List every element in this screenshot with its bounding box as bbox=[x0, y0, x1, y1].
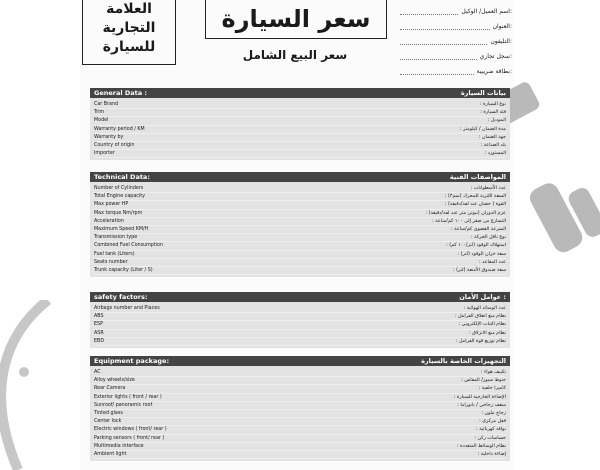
row-label-en: ESP bbox=[94, 322, 103, 328]
row-label-en: Exterior lights ( front / rear ) bbox=[94, 394, 162, 400]
dealer-field: سجل تجاري: bbox=[400, 45, 512, 60]
row-label-ar: بلد الصناعة : bbox=[480, 142, 506, 148]
table-row bbox=[94, 435, 506, 443]
dealer-field: التليفون: bbox=[400, 30, 512, 45]
table-row bbox=[94, 134, 506, 142]
row-label-en: EBD bbox=[94, 338, 105, 344]
table-row bbox=[94, 210, 506, 218]
table-row bbox=[94, 218, 506, 226]
row-label-ar: المستورد : bbox=[484, 151, 506, 157]
table-row bbox=[94, 451, 506, 459]
row-label-ar: نظام منع الانزلاق : bbox=[469, 330, 506, 336]
section-rows bbox=[90, 98, 510, 160]
row-label-ar: زجاج ملون : bbox=[481, 410, 506, 416]
row-label-en: AC bbox=[94, 370, 101, 375]
row-label-en: Number of Cylinders bbox=[94, 186, 144, 191]
dealer-field: العنوان: bbox=[400, 15, 512, 30]
row-label-en: Importer bbox=[94, 151, 115, 157]
table-row bbox=[94, 117, 506, 125]
section-rows bbox=[90, 366, 510, 461]
section-equipment bbox=[90, 356, 510, 461]
row-label-ar: القوة ( حصان عند لفة/دقيقة) : bbox=[444, 202, 506, 208]
row-label-ar: كاميرا خلفية : bbox=[478, 386, 506, 392]
section-header: Technical Data: المواصفات الفنية bbox=[90, 172, 510, 182]
section-header: safety factors: عوامل الأمان : bbox=[90, 292, 510, 302]
table-row bbox=[94, 251, 506, 259]
row-label-ar: نظام الثبات الإلكتروني : bbox=[458, 322, 506, 328]
row-label-en: Seats number bbox=[94, 259, 128, 265]
section-technical bbox=[90, 172, 510, 277]
brand-line-3: للسيارة bbox=[102, 39, 156, 55]
table-row bbox=[94, 126, 506, 134]
row-label-ar: تكييف هواء : bbox=[480, 370, 506, 375]
row-label-ar: استهلاك الوقود (لتر/١٠٠ كم) : bbox=[446, 243, 506, 249]
row-label-ar: حساسات ركن : bbox=[474, 435, 506, 441]
row-label-en: Airbags number and Places bbox=[94, 306, 160, 311]
dealer-field: بطاقة ضريبية: bbox=[400, 60, 512, 75]
row-label-en: Warranty period / KM bbox=[94, 126, 145, 132]
row-label-en: Country of origin bbox=[94, 142, 135, 148]
row-label-en: Acceleration bbox=[94, 218, 124, 224]
row-label-en: Fuel tank (Liters) bbox=[94, 251, 135, 257]
table-row bbox=[94, 259, 506, 267]
table-row bbox=[94, 267, 506, 275]
row-label-ar: التسارع من صفر إلى ١٠٠ كم/ساعة : bbox=[432, 218, 506, 224]
table-row bbox=[94, 234, 506, 242]
table-row bbox=[94, 426, 506, 434]
price-title-box bbox=[205, 0, 387, 39]
dealer-info bbox=[400, 0, 512, 75]
table-row bbox=[94, 402, 506, 410]
table-row bbox=[94, 142, 506, 150]
table-row bbox=[94, 369, 506, 377]
table-row bbox=[94, 410, 506, 418]
table-row bbox=[94, 321, 506, 329]
row-label-ar: نوع السيارة : bbox=[479, 102, 506, 107]
table-row bbox=[94, 394, 506, 402]
row-label-ar: السعة اللترية للمحرك (سم٣) : bbox=[444, 194, 506, 200]
row-label-ar: عدد المقاعد : bbox=[478, 259, 506, 265]
row-label-en: Model bbox=[94, 118, 109, 124]
row-label-en: Trunk capacity (Liter / S) bbox=[94, 267, 153, 273]
table-row bbox=[94, 385, 506, 393]
table-row bbox=[94, 193, 506, 201]
brand-line-1: العلامة bbox=[106, 1, 152, 17]
table-row bbox=[94, 242, 506, 250]
row-label-ar: عزم الدوران (نيوتن متر عند لفة/دقيقة) : bbox=[425, 210, 506, 216]
row-label-ar: مدة الضمان / كيلومتر : bbox=[459, 126, 506, 132]
watermark-curve bbox=[0, 300, 58, 470]
row-label-ar: نظام منع انغلاق الفرامل : bbox=[455, 314, 506, 320]
price-subtitle: سعر البيع الشامل bbox=[242, 48, 348, 62]
row-label-en: ASR bbox=[94, 330, 104, 336]
row-label-en: Maximum Speed KM/H bbox=[94, 226, 149, 232]
section-safety bbox=[90, 292, 510, 348]
row-label-ar: نوافذ كهربائية : bbox=[476, 427, 506, 433]
table-row bbox=[94, 150, 506, 158]
row-label-ar: سقف زجاجي / بانوراما : bbox=[457, 402, 506, 408]
row-label-en: Parking sensors ( front/ rear ) bbox=[94, 435, 165, 441]
table-row bbox=[94, 185, 506, 193]
row-label-en: Ambient light bbox=[94, 451, 127, 457]
dealer-field: اسم العميل/ الوكيل: bbox=[400, 0, 512, 15]
row-label-ar: قفل مركزي : bbox=[479, 419, 506, 425]
table-row bbox=[94, 101, 506, 109]
row-label-ar: الموديل : bbox=[487, 118, 506, 124]
row-label-ar: نوع ناقل الحركة : bbox=[471, 235, 506, 241]
table-row bbox=[94, 377, 506, 385]
table-row bbox=[94, 201, 506, 209]
brand-line-2: التجارية bbox=[102, 20, 156, 36]
row-label-en: Max torque Nm/rpm bbox=[94, 210, 143, 216]
stamp-watermark bbox=[510, 40, 600, 340]
row-label-en: Alloy wheels/size bbox=[94, 378, 135, 384]
row-label-en: Max power HP bbox=[94, 202, 129, 208]
row-label-en: Center lock bbox=[94, 419, 122, 425]
table-row bbox=[94, 443, 506, 451]
row-label-en: Car Brand bbox=[94, 102, 119, 107]
row-label-ar: فئة السيارة : bbox=[480, 110, 506, 116]
table-row bbox=[94, 109, 506, 117]
section-rows bbox=[90, 302, 510, 348]
price-title: سعر السيارة bbox=[221, 5, 371, 33]
row-label-ar: جهة الضمان : bbox=[478, 134, 506, 140]
table-row bbox=[94, 305, 506, 313]
row-label-ar: نظام توزيع قوة الفرامل : bbox=[455, 338, 506, 344]
table-row bbox=[94, 418, 506, 426]
table-row bbox=[94, 226, 506, 234]
section-header: General Data : بيانات السيارة bbox=[90, 88, 510, 98]
table-row bbox=[94, 330, 506, 338]
row-label-ar: جنوط سبور/ المقاس : bbox=[461, 378, 506, 384]
row-label-ar: نظام الوسائط المتعددة : bbox=[456, 443, 506, 449]
row-label-en: Multimedia interface bbox=[94, 443, 144, 449]
row-label-ar: عدد الأسطوانات : bbox=[470, 186, 506, 191]
row-label-ar: السرعة القصوى كم/ساعة : bbox=[451, 226, 506, 232]
row-label-en: Electric windows ( front/ rear ) bbox=[94, 427, 167, 433]
row-label-en: Trim bbox=[94, 110, 105, 116]
row-label-en: Transmission type bbox=[94, 235, 138, 241]
section-rows bbox=[90, 182, 510, 277]
section-header: Equipment package: التجهيزات الخاصة بالسيارة bbox=[90, 356, 510, 366]
table-row bbox=[94, 313, 506, 321]
row-label-ar: سعة صندوق الأمتعة (لتر) : bbox=[453, 267, 506, 273]
row-label-en: ABS bbox=[94, 314, 104, 320]
row-label-en: Combined Fuel Consumption bbox=[94, 243, 164, 249]
row-label-ar: سعة خزان الوقود (لتر) : bbox=[457, 251, 506, 257]
row-label-ar: إضاءة داخلية : bbox=[477, 451, 506, 457]
section-general bbox=[90, 88, 510, 160]
brand-box bbox=[82, 0, 176, 65]
row-label-ar: الإضاءة الخارجية للسيارة : bbox=[453, 394, 506, 400]
row-label-en: Tinted glass bbox=[94, 410, 123, 416]
row-label-en: Total Engine capacity bbox=[94, 194, 145, 200]
row-label-en: Rear Camera bbox=[94, 386, 126, 392]
row-label-ar: عدد الوسائد الهوائية : bbox=[463, 306, 506, 311]
row-label-en: Sunroof/ panoramic roof bbox=[94, 402, 153, 408]
row-label-en: Warranty by bbox=[94, 134, 124, 140]
table-row bbox=[94, 338, 506, 346]
